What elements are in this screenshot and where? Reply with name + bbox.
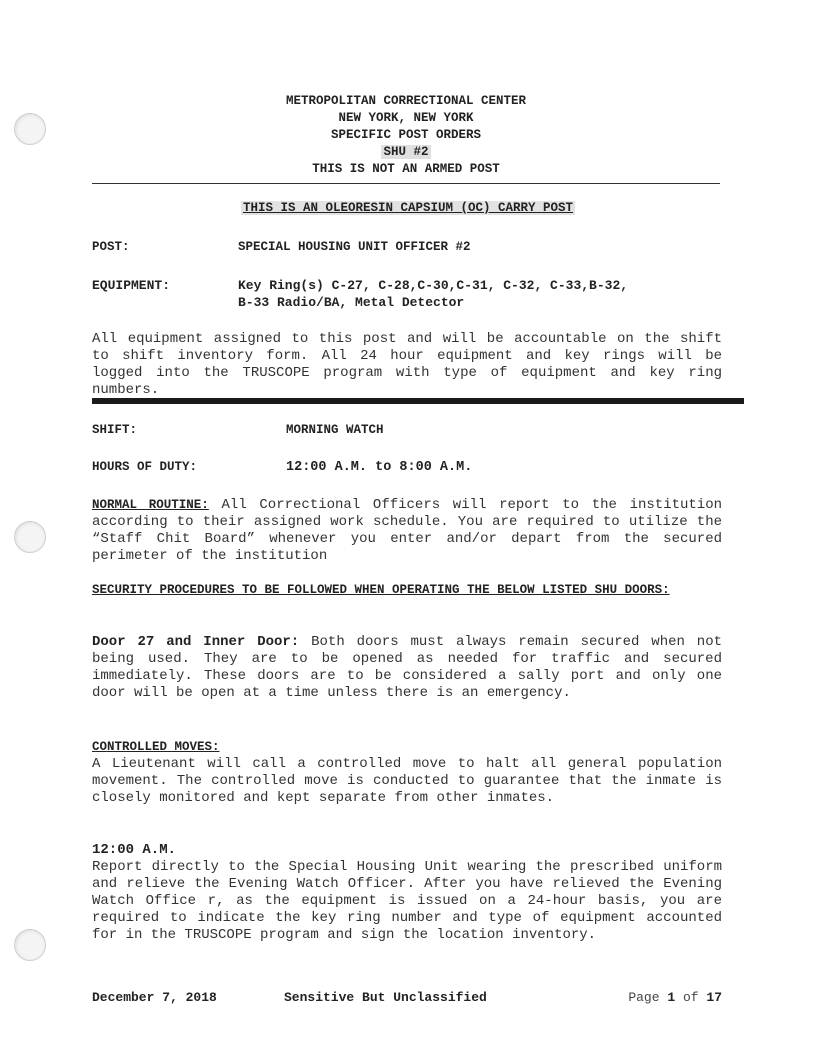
footer-date: December 7, 2018 (92, 990, 217, 1005)
punch-hole-bottom (14, 929, 46, 961)
shift-label: SHIFT: (92, 423, 138, 437)
post-label: POST: (92, 240, 130, 254)
equipment-label: EQUIPMENT: (92, 278, 171, 293)
oc-notice-line (0, 201, 816, 215)
header-divider (92, 183, 720, 184)
security-heading: SECURITY PROCEDURES TO BE FOLLOWED WHEN OPERATING THE BELOW LISTED SHU DOORS: (92, 583, 670, 597)
hours-row (92, 460, 473, 475)
footer-page-prefix: Page (628, 990, 660, 1005)
controlled-moves-text: A Lieutenant will call a controlled move to halt all general population movement. The controlled move is conducted to guarantee that the inmate is closely monitored and kept separate from other inmates. (92, 756, 722, 806)
equipment-note: All equipment assigned to this post and will be accountable on the shift to shift inventory form. All 24 hour equipment and key rings will be logged into the TRUSCOPE program with type of equipment and key ring numbers. (92, 331, 722, 398)
controlled-moves-heading: CONTROLLED MOVES: (92, 740, 220, 754)
shift-value: MORNING WATCH (286, 423, 384, 437)
door-27-label: Door 27 and Inner Door: (92, 634, 300, 650)
header-armed-status: THIS IS NOT AN ARMED POST (312, 162, 500, 176)
header-institution: METROPOLITAN CORRECTIONAL CENTER (285, 94, 527, 108)
normal-routine-text: All Correctional Officers will report to the institution according to their assigned work schedule. You are required to utilize the “Staff Chit Board” whenever you enter and/or depart from the secured perimeter of the institution (92, 497, 722, 564)
oc-notice: THIS IS AN OLEORESIN CAPSIUM (OC) CARRY POST (242, 201, 574, 215)
hours-label: HOURS OF DUTY: (92, 460, 198, 474)
footer-page-number: 1 (667, 990, 676, 1005)
hours-value: 12:00 A.M. to 8:00 A.M. (286, 460, 473, 475)
footer-page-indicator (628, 990, 722, 1005)
door-27-paragraph (92, 634, 722, 702)
section-divider (92, 398, 744, 404)
post-row (92, 240, 471, 254)
header-post-id: SHU #2 (383, 145, 429, 159)
midnight-text: Report directly to the Special Housing Unit wearing the prescribed uniform and relieve the Evening Watch Officer. After you have relieved the Evening Watch Office r, as the equipment is issued on a 24-hour basis, you are required to indicate the key ring number and type of equipment accounted for in the TRUSCOPE program and sign the location inventory. (92, 859, 722, 943)
footer-page-total: 17 (706, 990, 722, 1005)
footer-page-of: of (682, 990, 699, 1005)
equipment-value-line2: B-33 Radio/BA, Metal Detector (238, 295, 465, 310)
header-doc-type: SPECIFIC POST ORDERS (330, 128, 482, 142)
equipment-value-line1: Key Ring(s) C-27, C-28,C-30,C-31, C-32, C-33,B-32, (238, 278, 629, 293)
equipment-row (92, 278, 722, 310)
page-footer (92, 990, 722, 1005)
midnight-section (92, 842, 722, 944)
controlled-moves (92, 739, 722, 807)
post-value: SPECIAL HOUSING UNIT OFFICER #2 (238, 240, 471, 254)
shift-row (92, 423, 384, 437)
normal-routine-heading: NORMAL ROUTINE: (92, 498, 209, 512)
door-27-text: Both doors must always remain secured when not being used. They are to be opened as needed for traffic and secured immediately. These doors are to be considered a sally port and only one door will be open at a time unless there is an emergency. (92, 634, 723, 701)
header-location: NEW YORK, NEW YORK (338, 111, 474, 125)
midnight-heading: 12:00 A.M. (92, 842, 177, 858)
document-header (92, 93, 720, 178)
normal-routine (92, 497, 722, 565)
punch-hole-middle (14, 521, 46, 553)
footer-classification: Sensitive But Unclassified (284, 990, 487, 1005)
punch-hole-top (14, 113, 46, 145)
